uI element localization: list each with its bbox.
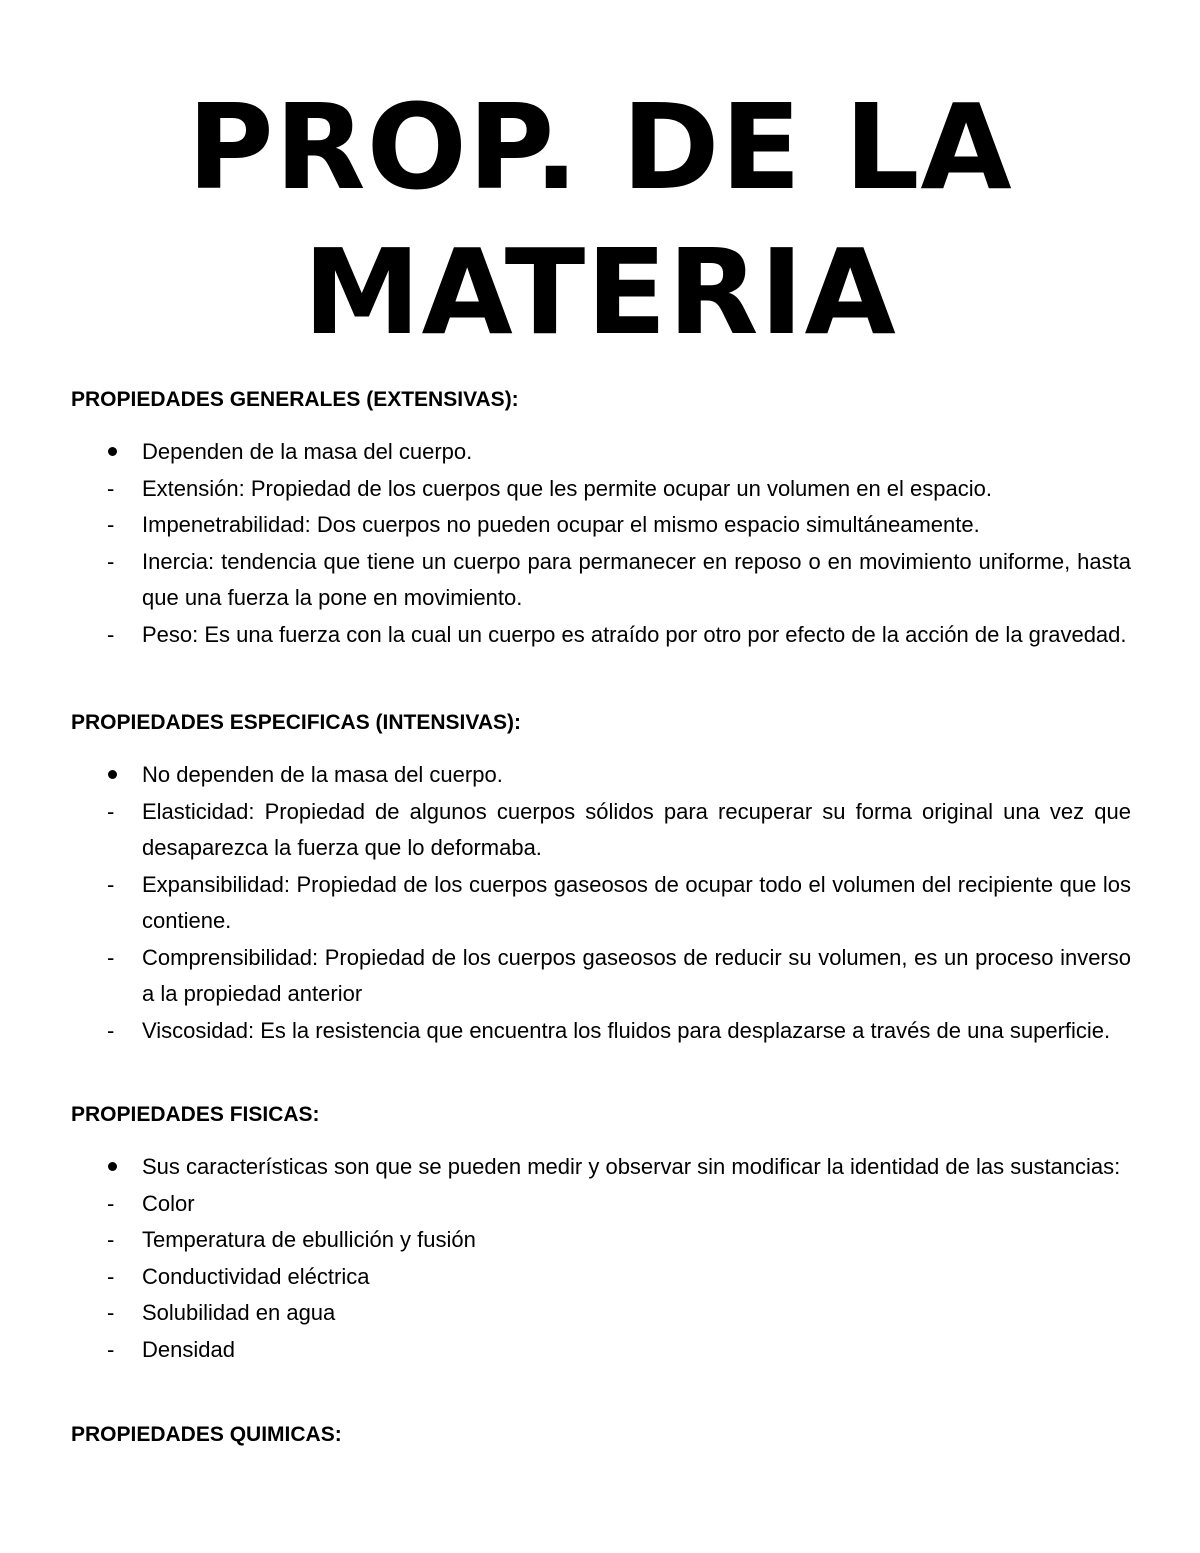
item-text: Conductividad eléctrica <box>142 1263 370 1289</box>
item-text: Viscosidad: Es la resistencia que encuentra los fluidos para desplazarse a través de una superficie. <box>142 1017 1111 1043</box>
item-text: Dependen de la masa del cuerpo. <box>142 439 473 464</box>
list-item <box>71 794 1131 867</box>
item-text: Comprensibilidad: Propiedad de los cuerpos gaseosos de reducir su volumen, es un proceso inverso a la propiedad anterior <box>142 944 1131 1006</box>
list-item <box>71 1149 1131 1186</box>
bullet-icon <box>108 1162 117 1171</box>
dash-marker: - <box>107 871 115 897</box>
list-item <box>71 1013 1131 1050</box>
property-list <box>71 757 1131 1049</box>
section-heading: PROPIEDADES GENERALES (EXTENSIVAS): <box>71 388 519 411</box>
item-text: Densidad <box>142 1336 235 1362</box>
section-especificas <box>71 709 1131 1049</box>
dash-marker: - <box>107 621 115 647</box>
list-item <box>71 471 1131 508</box>
list-item <box>71 940 1131 1013</box>
dash-marker: - <box>107 1227 115 1252</box>
list-item <box>71 1222 1131 1259</box>
section-generales <box>71 386 1131 653</box>
document-title-line-2: MATERIA <box>303 223 897 361</box>
item-text: Temperatura de ebullición y fusión <box>142 1227 476 1252</box>
list-item <box>71 434 1131 471</box>
item-text: No dependen de la masa del cuerpo. <box>142 762 503 787</box>
dash-marker: - <box>107 548 115 574</box>
item-text: Expansibilidad: Propiedad de los cuerpos gaseosos de ocupar todo el volumen del recipiente que los contiene. <box>142 871 1131 933</box>
section-heading: PROPIEDADES FISICAS: <box>71 1103 320 1126</box>
section-heading: PROPIEDADES QUIMICAS: <box>71 1423 342 1446</box>
section-fisicas <box>71 1101 1131 1368</box>
list-item <box>71 1186 1131 1223</box>
dash-marker: - <box>107 944 115 970</box>
bullet-icon <box>108 770 117 779</box>
item-text: Impenetrabilidad: Dos cuerpos no pueden ocupar el mismo espacio simultáneamente. <box>142 512 980 537</box>
list-item <box>71 1259 1131 1296</box>
dash-marker: - <box>107 512 115 537</box>
item-text: Peso: Es una fuerza con la cual un cuerpo es atraído por otro por efecto de la acción de la gravedad. <box>142 621 1127 647</box>
dash-marker: - <box>107 475 115 501</box>
dash-marker: - <box>107 1336 115 1362</box>
list-item <box>71 867 1131 940</box>
item-text: Elasticidad: Propiedad de algunos cuerpos sólidos para recuperar su forma original una vez que desaparezca la fuerza que lo deformaba. <box>142 798 1131 860</box>
item-text: Color <box>142 1190 195 1216</box>
section-heading: PROPIEDADES ESPECIFICAS (INTENSIVAS): <box>71 711 522 734</box>
list-item <box>71 1295 1131 1332</box>
item-text: Extensión: Propiedad de los cuerpos que les permite ocupar un volumen en el espacio. <box>142 475 992 501</box>
bullet-icon <box>108 447 117 456</box>
list-item <box>71 757 1131 794</box>
dash-marker: - <box>107 1300 115 1325</box>
section-quimicas <box>71 1421 1131 1449</box>
item-text: Solubilidad en agua <box>142 1300 336 1325</box>
item-text: Sus características son que se pueden medir y observar sin modificar la identidad de las sustancias: <box>142 1154 1121 1179</box>
dash-marker: - <box>107 1190 115 1216</box>
list-item <box>71 507 1131 544</box>
list-item <box>71 1332 1131 1369</box>
dash-marker: - <box>107 1017 115 1043</box>
list-item <box>71 617 1131 654</box>
dash-marker: - <box>107 798 115 824</box>
dash-marker: - <box>107 1263 115 1289</box>
list-item <box>71 544 1131 617</box>
property-list <box>71 1149 1131 1368</box>
document-title-line-1: PROP. DE LA <box>187 78 1013 216</box>
property-list <box>71 434 1131 653</box>
item-text: Inercia: tendencia que tiene un cuerpo para permanecer en reposo o en movimiento uniforme, hasta que una fuerza la pone en movimiento. <box>142 548 1131 610</box>
